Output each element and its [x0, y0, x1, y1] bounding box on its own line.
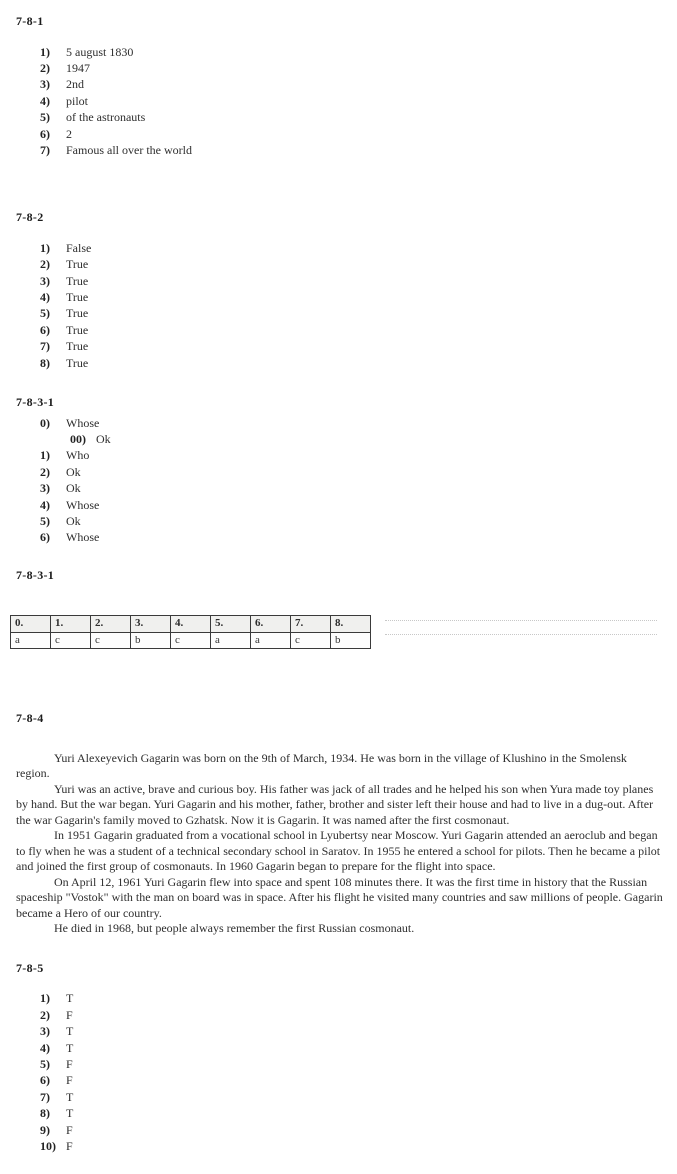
list-item [40, 415, 663, 431]
table-header-cell: 1. [51, 616, 91, 633]
list-item [40, 480, 663, 496]
item-number: 10) [40, 1139, 56, 1153]
answer-list-7-8-2 [40, 240, 663, 371]
paragraph: Yuri Alexeyevich Gagarin was born on the 9th of March, 1934. He was born in the village of Klushino in the Smolensk region. [16, 750, 627, 781]
item-text: F [66, 1007, 73, 1022]
item-number: 2) [40, 257, 50, 272]
table-header-cell: 6. [251, 616, 291, 633]
list-item [40, 126, 663, 142]
essay-text [16, 751, 663, 937]
list-item [40, 1056, 663, 1072]
answer-table-wrap [16, 615, 663, 649]
list-item [40, 322, 663, 338]
item-number: 2) [40, 464, 50, 479]
list-item [40, 1007, 663, 1023]
item-text: False [66, 240, 92, 255]
item-number: 6) [40, 1073, 50, 1088]
item-number: 4) [40, 1040, 50, 1055]
item-number: 1) [40, 991, 50, 1006]
item-text: Famous all over the world [66, 142, 192, 157]
item-number: 1) [40, 448, 50, 463]
table-header-cell: 4. [171, 616, 211, 633]
item-text: Whose [66, 497, 100, 512]
item-text: F [66, 1122, 73, 1137]
item-text: 2nd [66, 77, 84, 92]
section-7-8-3-1-table [16, 568, 663, 650]
item-text: Ok [66, 514, 81, 529]
item-number: 4) [40, 93, 50, 108]
list-item-nested [40, 431, 663, 447]
item-text: 5 august 1830 [66, 44, 134, 59]
item-text: 2 [66, 126, 72, 141]
list-item [40, 1023, 663, 1039]
item-text: T [66, 1040, 74, 1055]
item-text: True [66, 322, 89, 337]
section-7-8-3-1-list [16, 395, 663, 546]
item-text: T [66, 1024, 74, 1039]
answer-list-7-8-5 [40, 990, 663, 1154]
item-number: 4) [40, 290, 50, 305]
list-item [40, 355, 663, 371]
item-number: 00) [70, 432, 86, 446]
item-text: T [66, 1089, 74, 1104]
list-item [40, 1040, 663, 1056]
section-heading: 7-8-3-1 [16, 395, 55, 410]
item-text: True [66, 355, 89, 370]
table-value-cell: a [11, 632, 51, 649]
table-header-cell: 8. [331, 616, 371, 633]
list-item [40, 60, 663, 76]
item-text: Whose [66, 415, 100, 430]
section-heading: 7-8-3-1 [16, 567, 55, 582]
answer-list-7-8-1 [40, 44, 663, 159]
item-number: 3) [40, 1024, 50, 1039]
section-heading: 7-8-4 [16, 711, 44, 726]
item-number: 2) [40, 1007, 50, 1022]
item-text: Ok [66, 481, 81, 496]
table-value-cell: b [331, 632, 371, 649]
item-number: 9) [40, 1122, 50, 1137]
item-number: 4) [40, 497, 50, 512]
item-number: 5) [40, 306, 50, 321]
answer-table [10, 615, 371, 649]
list-item [40, 1072, 663, 1088]
list-item [40, 240, 663, 256]
table-header-cell: 5. [211, 616, 251, 633]
paragraph: On April 12, 1961 Yuri Gagarin flew into space and spent 108 minutes there. It was the first time in history that the Russian spaceship "Vostok" with the man on board was in space. After his flight he visited many countries and saw millions of people. Gagarin became a Hero of our country. [16, 874, 663, 920]
list-item [40, 1138, 663, 1154]
list-item [40, 513, 663, 529]
item-number: 5) [40, 514, 50, 529]
list-item [40, 1105, 663, 1121]
item-number: 1) [40, 240, 50, 255]
table-value-cell: a [251, 632, 291, 649]
item-text: True [66, 257, 89, 272]
table-value-row [11, 632, 371, 649]
list-item [40, 142, 663, 158]
paragraph: In 1951 Gagarin graduated from a vocational school in Lyubertsy near Moscow. Yuri Gagarin attended an aeroclub and began to fly when he was a student of a technical secondary school in Saratov. In 1955 he entered a school for pilots. Then he became a pilot and joined the first group of cosmonauts. In 1960 Gagarin began to prepare for the flight into space. [16, 828, 661, 874]
item-number: 6) [40, 126, 50, 141]
item-text: Ok [96, 432, 111, 446]
list-item [40, 1089, 663, 1105]
table-header-cell: 0. [11, 616, 51, 633]
table-header-row [11, 616, 371, 633]
item-number: 2) [40, 60, 50, 75]
item-text: F [66, 1139, 73, 1153]
scan-artifact-dotted-lines [385, 615, 663, 649]
item-number: 7) [40, 339, 50, 354]
item-number: 5) [40, 110, 50, 125]
section-7-8-4 [16, 711, 663, 937]
list-item [40, 109, 663, 125]
item-text: F [66, 1073, 73, 1088]
section-7-8-1 [16, 14, 663, 158]
list-item [40, 305, 663, 321]
list-item [40, 93, 663, 109]
section-heading: 7-8-2 [16, 210, 44, 225]
item-text: True [66, 339, 89, 354]
item-number: 8) [40, 1106, 50, 1121]
list-item [40, 1122, 663, 1138]
item-text: of the astronauts [66, 110, 146, 125]
list-item [40, 338, 663, 354]
table-value-cell: c [171, 632, 211, 649]
item-text: T [66, 991, 74, 1006]
item-number: 3) [40, 77, 50, 92]
item-number: 7) [40, 142, 50, 157]
table-header-cell: 2. [91, 616, 131, 633]
item-number: 6) [40, 322, 50, 337]
item-number: 8) [40, 355, 50, 370]
list-item [40, 497, 663, 513]
list-item [40, 464, 663, 480]
table-value-cell: a [211, 632, 251, 649]
section-heading: 7-8-5 [16, 960, 44, 975]
table-value-cell: c [51, 632, 91, 649]
list-item [40, 529, 663, 545]
table-value-cell: c [91, 632, 131, 649]
item-text: T [66, 1106, 74, 1121]
item-number: 6) [40, 530, 50, 545]
item-text: Whose [66, 530, 100, 545]
paragraph: He died in 1968, but people always remember the first Russian cosmonaut. [54, 921, 415, 936]
table-value-cell: c [291, 632, 331, 649]
list-item [40, 273, 663, 289]
table-header-cell: 3. [131, 616, 171, 633]
item-text: 1947 [66, 60, 90, 75]
item-number: 1) [40, 44, 50, 59]
item-text: F [66, 1056, 73, 1071]
item-number: 7) [40, 1089, 50, 1104]
item-number: 5) [40, 1056, 50, 1071]
table-value-cell: b [131, 632, 171, 649]
list-item [40, 990, 663, 1006]
table-header-cell: 7. [291, 616, 331, 633]
section-7-8-5 [16, 961, 663, 1155]
item-number: 3) [40, 273, 50, 288]
item-text: Ok [66, 464, 81, 479]
section-heading: 7-8-1 [16, 14, 44, 28]
item-text: True [66, 290, 89, 305]
list-item [40, 76, 663, 92]
list-item [40, 256, 663, 272]
answer-list-7-8-3-1 [40, 415, 663, 546]
paragraph: Yuri was an active, brave and curious boy. His father was jack of all trades and he helped his son when Yura made toy planes by hand. But the war began. Yuri Gagarin and his mother, father, brother and sister left their house and had to live in a dug-out. After the war Gagarin's family moved to Gzhatsk. Now it is Gagarin. It was named after the first cosmonaut. [16, 781, 654, 827]
section-7-8-2 [16, 210, 663, 371]
list-item [40, 289, 663, 305]
list-item [40, 44, 663, 60]
list-item [40, 447, 663, 463]
item-text: True [66, 306, 89, 321]
item-text: True [66, 273, 89, 288]
item-text: pilot [66, 93, 89, 108]
item-number: 3) [40, 481, 50, 496]
item-text: Who [66, 448, 90, 463]
item-number: 0) [40, 415, 50, 430]
